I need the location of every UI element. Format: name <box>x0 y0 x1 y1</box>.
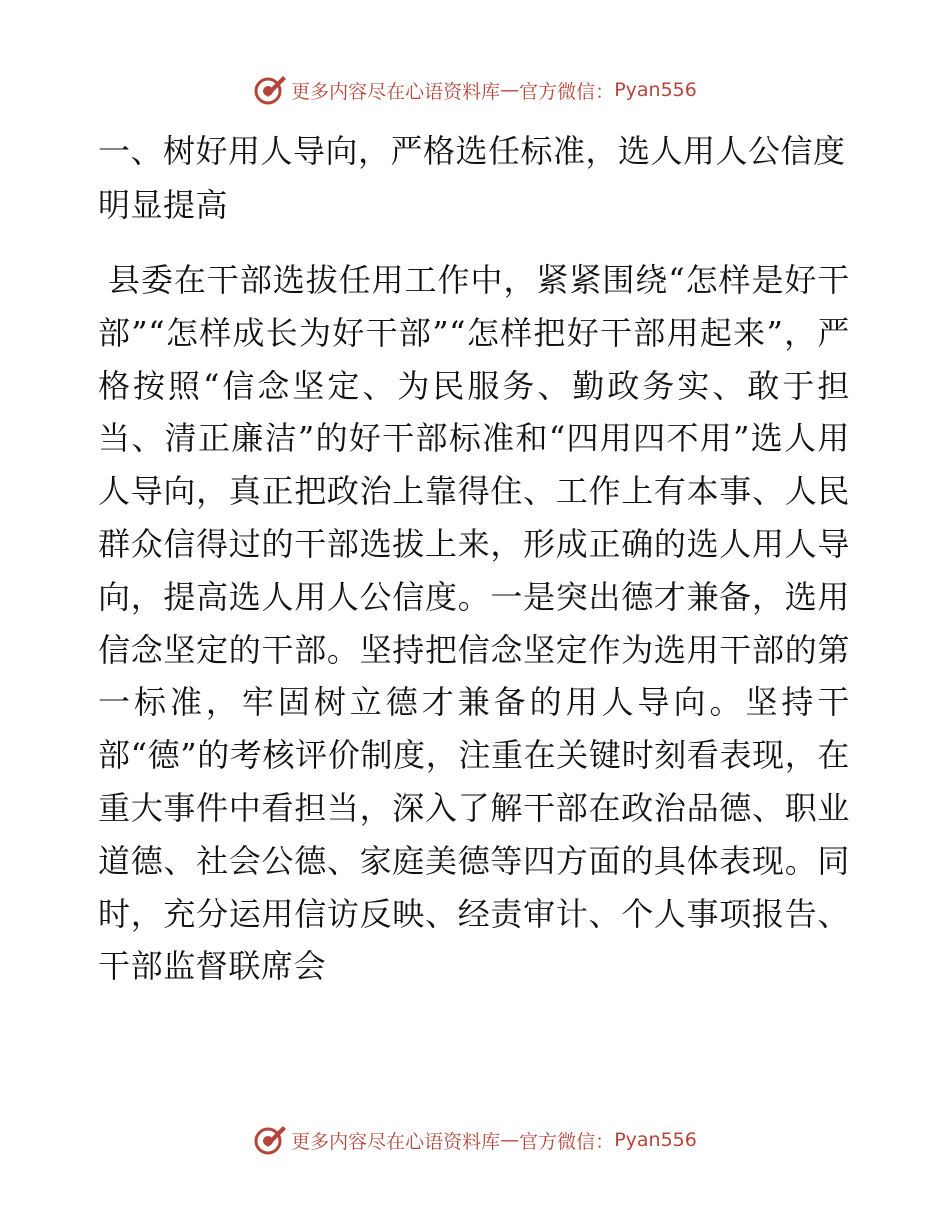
watermark-text: 更多内容尽在心语资料库 <box>291 80 501 103</box>
footer-watermark <box>0 1120 950 1160</box>
watermark-wechat-label: 官方微信： <box>519 1130 615 1153</box>
watermark-separator: — <box>500 1129 520 1151</box>
body-paragraph: 县委在干部选拔任用工作中，紧紧围绕“怎样是好干部”“怎样成长为好干部”“怎样把好干部用起来”，严格按照“信念坚定、为民服务、勤政务实、敢于担当、清正廉洁”的好干部标准和“四用四不用”选人用人导向，真正把政治上靠得住、工作上有本事、人民群众信得过的干部选拔上来，形成正确的选人用人导向，提高选人用人公信度。一是突出德才兼备，选用信念坚定的干部。坚持把信念坚定作为选用干部的第一标准，牢固树立德才兼备的用人导向。坚持干部“德”的考核评价制度，注重在关键时刻看表现，在重大事件中看担当，深入了解干部在政治品德、职业道德、社会公德、家庭美德等四方面的具体表现。同时，充分运用信访反映、经责审计、个人事项报告、干部监督联席会 <box>98 261 850 986</box>
section-heading: 一、树好用人导向，严格选任标准，选人用人公信度明显提高 <box>98 132 846 224</box>
pen-seal-logo-icon <box>253 1123 287 1157</box>
watermark-wechat-label: 官方微信： <box>519 80 615 103</box>
pen-seal-logo-icon <box>253 73 287 107</box>
watermark-text: 更多内容尽在心语资料库 <box>291 1130 501 1153</box>
watermark-separator: — <box>500 79 520 101</box>
watermark-wechat-id: Pyan556 <box>614 1129 697 1151</box>
watermark-wechat-id: Pyan556 <box>614 79 697 101</box>
header-watermark <box>0 70 950 110</box>
